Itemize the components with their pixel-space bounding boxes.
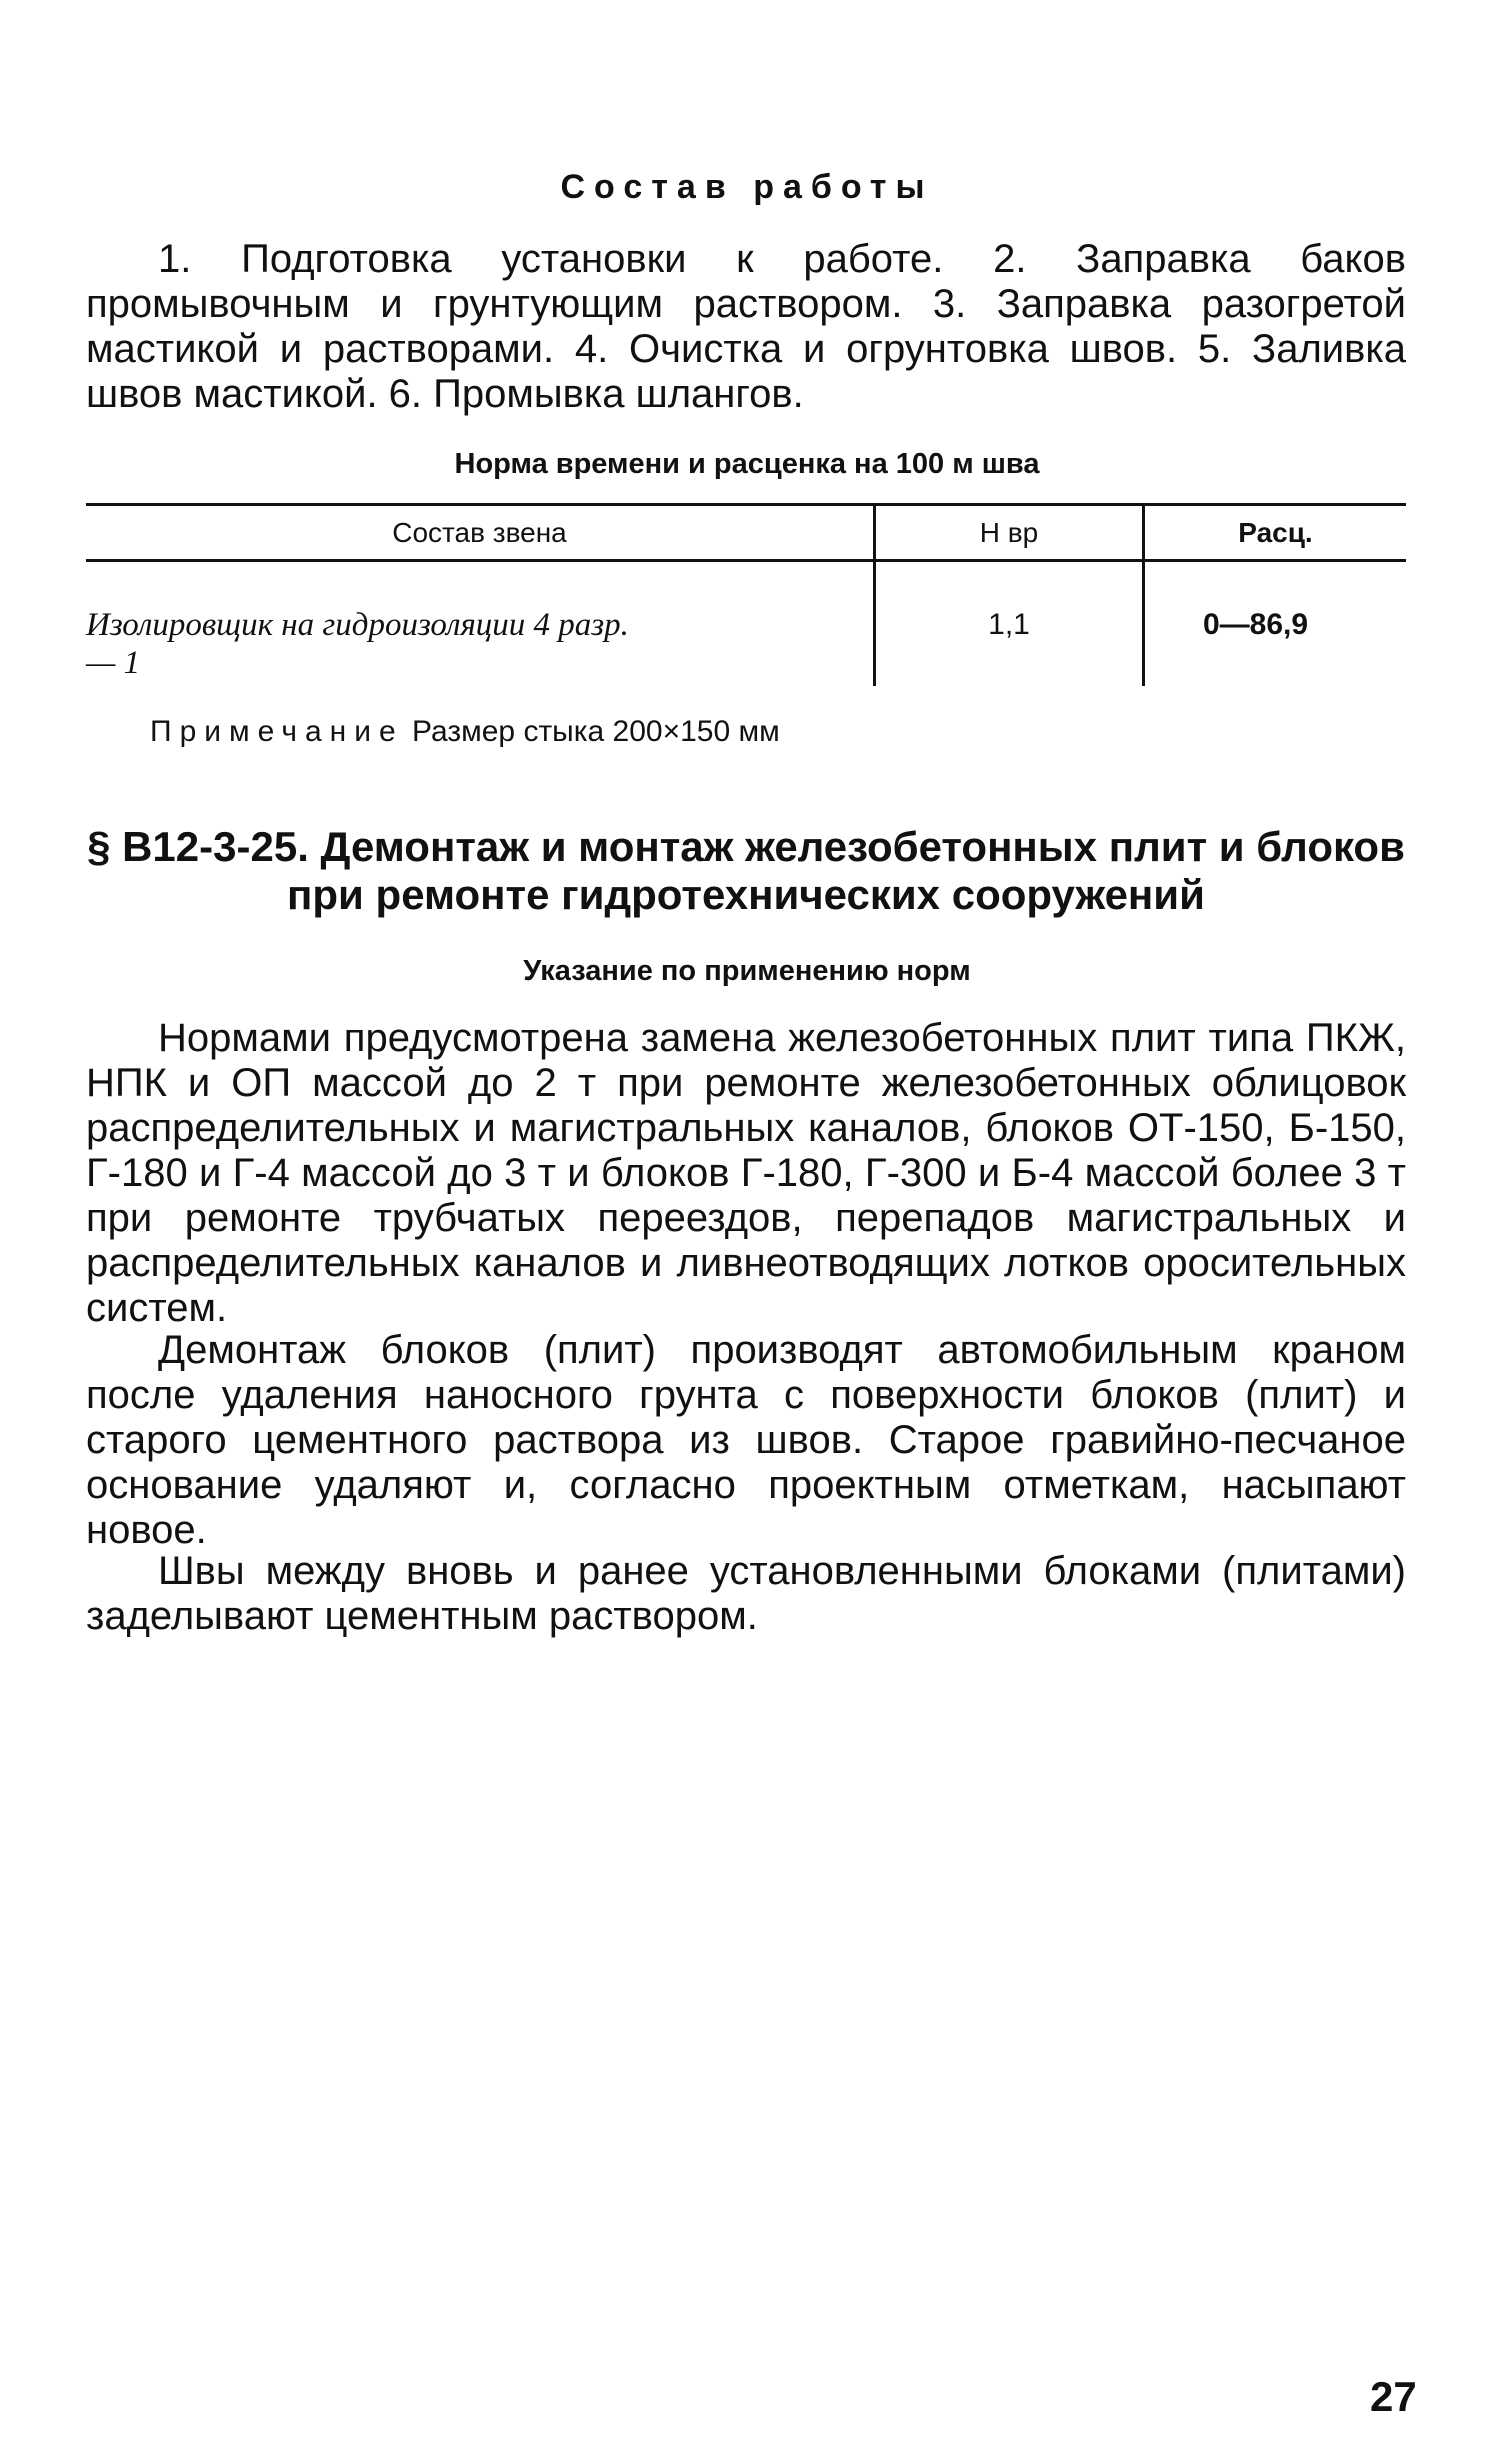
table-header-time: Н вр	[979, 517, 1039, 548]
section-title: § В12-3-25. Демонтаж и монтаж железобетонных плит и блоков при ремонте гидротехнических сооружений	[87, 823, 1405, 918]
note	[150, 715, 780, 749]
norm-table-title: Норма времени и расценка на 100 м шва	[454, 448, 1040, 480]
section-paragraph: Демонтаж блоков (плит) производят автомобильным краном после удаления наносного грунта с поверхности блоков (плит) и старого цементного раствора из швов. Старое гравийно-песчаное основание удаляют и, согласно проектным отметкам, насыпают новое.	[86, 1328, 1406, 1552]
work-composition-heading: Состав работы	[560, 168, 934, 206]
section-paragraph: Нормами предусмотрена замена железобетонных плит типа ПКЖ, НПК и ОП массой до 2 т при ремонте железобетонных облицовок распределительных и магистральных каналов, блоков ОТ-150, Б-150, Г-180 и Г-4 массой до 3 т и блоков Г-180, Г-300 и Б-4 массой более 3 т при ремонте трубчатых переездов, перепадов магистральных и распределительных каналов и ливнеотводящих лотков оросительных систем.	[86, 1016, 1406, 1330]
table-header-rule	[86, 559, 1406, 562]
table-top-rule	[86, 503, 1406, 506]
norm-table	[86, 503, 1406, 686]
table-cell-crew: Изолировщик на гидроизоляции 4 разр.— 1	[86, 607, 629, 681]
page-number: 27	[1370, 2373, 1417, 2420]
note-text: Размер стыка 200×150 мм	[412, 715, 780, 748]
table-cell-time: 1,1	[988, 608, 1030, 641]
table-header-crew: Состав звена	[392, 517, 567, 548]
table-header-rate: Расц.	[1238, 517, 1313, 548]
table-cell-rate: 0—86,9	[1202, 608, 1309, 641]
note-label: Примечание	[150, 715, 404, 748]
work-composition-text: 1. Подготовка установки к работе. 2. Заправка баков промывочным и грунтующим раствором. 3. Заправка разогретой мастикой и растворами. 4. Очистка и огрунтовка швов. 5. Заливка швов мастикой. 6. Промывка шлангов.	[86, 237, 1406, 416]
section-subheading: Указание по применению норм	[523, 955, 971, 987]
section-paragraph: Швы между вновь и ранее установленными блоками (плитами) заделывают цементным раствором.	[86, 1549, 1406, 1638]
